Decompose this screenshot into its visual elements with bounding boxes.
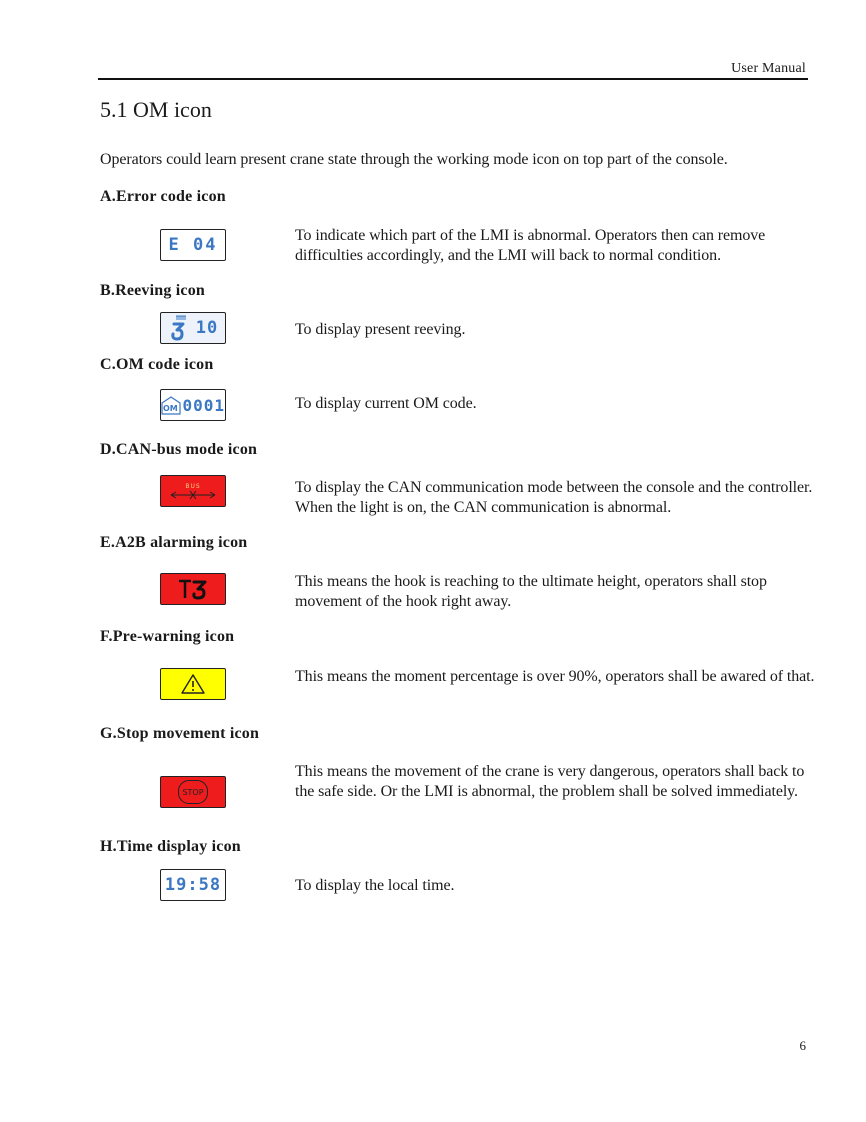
- pre-warning-icon: [160, 668, 226, 700]
- desc-reeving: To display present reeving.: [295, 321, 466, 338]
- om-label: OM: [163, 404, 178, 413]
- heading-can-bus: D.CAN-bus mode icon: [100, 441, 258, 458]
- error-code-text: E 04: [168, 235, 218, 255]
- bus-label: BUS: [185, 482, 201, 490]
- heading-stop-movement: G.Stop movement icon: [100, 725, 260, 742]
- reeving-number: 10: [195, 318, 219, 338]
- om-badge: [161, 395, 178, 415]
- error-code-icon: [160, 229, 226, 261]
- header-rule: [98, 78, 808, 80]
- heading-reeving: B.Reeving icon: [100, 282, 206, 299]
- time-text: 19:58: [164, 875, 222, 895]
- can-bus-icon: [160, 475, 226, 507]
- heading-pre-warning: F.Pre-warning icon: [100, 628, 235, 645]
- warning-triangle-icon: [180, 673, 206, 695]
- desc-om-code: To display current OM code.: [295, 395, 477, 412]
- om-code-icon: [160, 389, 226, 421]
- bus-arrow-icon: [168, 490, 218, 500]
- page-number: 6: [799, 1038, 806, 1053]
- desc-error-code: To indicate which part of the LMI is abnormal. Operators then can remove difficulties accordingly, and the LMI will back to normal condition.: [295, 227, 766, 264]
- hook-icon: [168, 315, 190, 341]
- desc-stop-movement: This means the movement of the crane is very dangerous, operators shall back to the safe side. Or the LMI is abnormal, the problem shall be solved immediately.: [295, 763, 805, 800]
- heading-time-display: H.Time display icon: [100, 838, 241, 855]
- a2b-alarm-icon: [160, 573, 226, 605]
- section-title: 5.1 OM icon: [100, 97, 212, 122]
- time-display-icon: [160, 869, 226, 901]
- heading-om-code: C.OM code icon: [100, 356, 214, 373]
- stop-movement-icon: [160, 776, 226, 808]
- heading-a2b: E.A2B alarming icon: [100, 534, 248, 551]
- desc-a2b: This means the hook is reaching to the ultimate height, operators shall stop movement of the hook right away.: [295, 573, 767, 610]
- heading-error-code: A.Error code icon: [100, 188, 226, 205]
- om-code-number: 0001: [182, 395, 225, 415]
- stop-sign-icon: STOP: [178, 780, 208, 804]
- desc-time-display: To display the local time.: [295, 877, 455, 894]
- desc-can-bus: To display the CAN communication mode between the console and the controller. When the light is on, the CAN communication is abnormal.: [295, 479, 813, 516]
- desc-pre-warning: This means the moment percentage is over 90%, operators shall be awared of that.: [295, 668, 815, 685]
- reeving-icon: [160, 312, 226, 344]
- running-header: User Manual: [731, 61, 806, 76]
- intro-paragraph: Operators could learn present crane state through the working mode icon on top part of the console.: [100, 151, 728, 168]
- hook-limit-icon: [175, 578, 211, 600]
